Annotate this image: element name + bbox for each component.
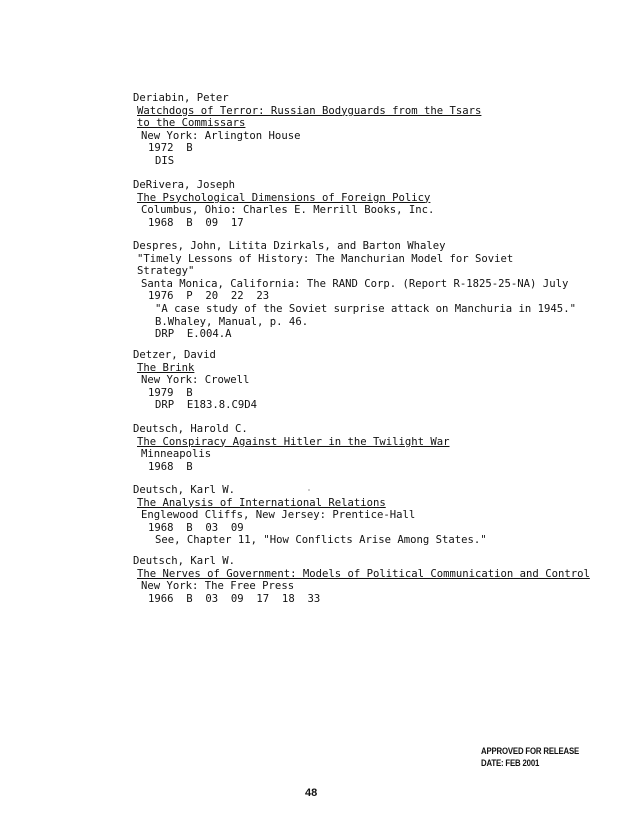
entry-details: 1966 B 03 09 17 18 33 xyxy=(148,592,321,605)
entry-title: The Nerves of Government: Models of Political Communication and Control xyxy=(137,567,590,580)
entry-details: 1968 B xyxy=(148,460,193,473)
entry-author: DeRivera, Joseph xyxy=(133,179,236,191)
entry-note: B.Whaley, Manual, p. 46. xyxy=(155,315,309,328)
entry-call-number: DRP E183.8.C9D4 xyxy=(155,399,258,412)
entry-publisher: New York: The Free Press xyxy=(141,580,295,593)
entry-title: Strategy" xyxy=(137,265,195,278)
entry-author: Despres, John, Litita Dzirkals, and Barton Whaley xyxy=(133,240,446,252)
entry-title: Watchdogs of Terror: Russian Bodyguards from the Tsars xyxy=(137,104,482,117)
entry-publisher: Minneapolis xyxy=(141,448,212,461)
entry-publisher: New York: Crowell xyxy=(141,374,250,387)
entry-publisher: New York: Arlington House xyxy=(141,129,301,142)
entry-author: Deutsch, Karl W. xyxy=(133,555,236,567)
stamp-approval-line: APPROVED FOR RELEASE xyxy=(481,746,580,757)
entry-details: 1968 B 03 09 xyxy=(148,521,244,534)
bibliography-entry xyxy=(133,92,481,168)
entry-details: 1968 B 09 17 xyxy=(148,216,244,229)
entry-author: Deutsch, Harold C. xyxy=(133,423,248,435)
bibliography-entry xyxy=(133,240,576,341)
page-number: 48 xyxy=(305,787,318,799)
bibliography-entry xyxy=(133,349,257,412)
entry-details: 1976 P 20 22 23 xyxy=(148,290,270,303)
entry-call-number: DIS xyxy=(155,154,175,167)
stamp-date-line: DATE: FEB 2001 xyxy=(481,758,540,769)
entry-title: The Conspiracy Against Hitler in the Twilight War xyxy=(137,435,450,448)
scan-speck xyxy=(308,489,310,491)
bibliography-entry xyxy=(133,555,590,605)
bibliography-entry xyxy=(133,179,434,229)
bibliography-entry xyxy=(133,423,450,473)
entry-title: The Psychological Dimensions of Foreign Policy xyxy=(137,191,431,204)
bibliography-entry xyxy=(133,484,487,547)
entry-note: See, Chapter 11, "How Conflicts Arise Among States." xyxy=(155,534,487,547)
entry-publisher: Englewood Cliffs, New Jersey: Prentice-Hall xyxy=(141,509,416,522)
entry-details: 1972 B xyxy=(148,142,193,155)
entry-title: The Analysis of International Relations xyxy=(137,496,386,509)
entry-call-number: DRP E.004.A xyxy=(155,328,232,341)
entry-title: "Timely Lessons of History: The Manchurian Model for Soviet xyxy=(137,252,514,265)
entry-author: Deutsch, Karl W. xyxy=(133,484,236,496)
entry-note: "A case study of the Soviet surprise attack on Manchuria in 1945." xyxy=(155,302,576,315)
entry-author: Deriabin, Peter xyxy=(133,92,229,104)
entry-author: Detzer, David xyxy=(133,349,216,361)
entry-publisher: Santa Monica, California: The RAND Corp. (Report R-1825-25-NA) July xyxy=(141,277,569,290)
entry-publisher: Columbus, Ohio: Charles E. Merrill Books, Inc. xyxy=(141,204,435,217)
release-stamp xyxy=(481,746,579,770)
entry-title: to the Commissars xyxy=(137,117,246,130)
entry-title: The Brink xyxy=(137,361,195,374)
entry-details: 1979 B xyxy=(148,386,193,399)
